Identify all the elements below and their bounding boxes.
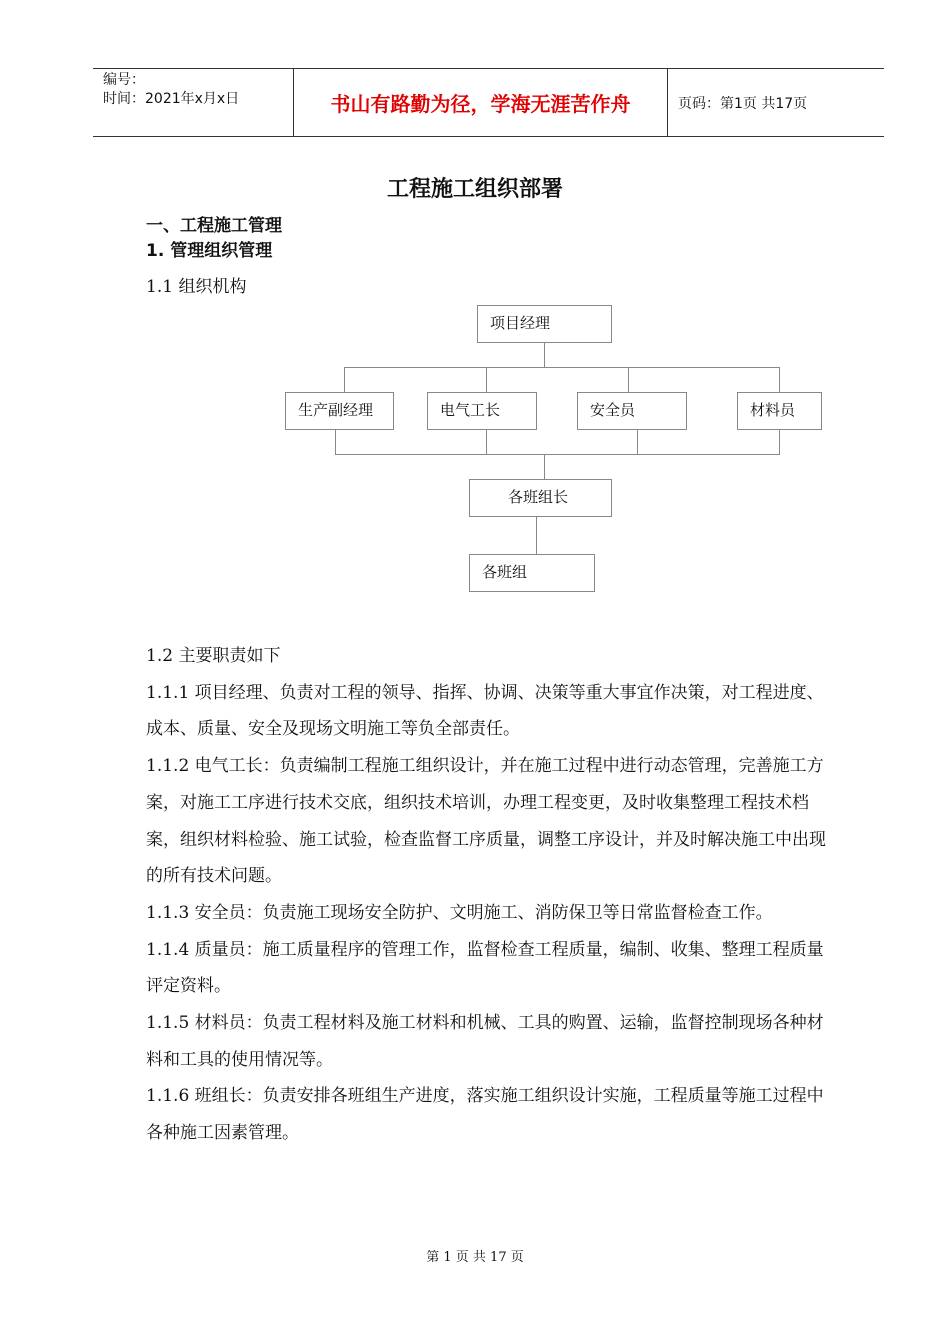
duty-paragraph: 1.1.3 安全员：负责施工现场安全防护、文明施工、消防保卫等日常监督检查工作。 <box>146 902 773 923</box>
org-box-safety-officer: 安全员 <box>577 392 687 430</box>
org-box-project-manager: 项目经理 <box>477 305 612 343</box>
header-page-number: 页码：第1页 共17页 <box>678 95 808 112</box>
subsection-heading: 1. 管理组织管理 <box>146 241 273 261</box>
connector-line <box>335 454 780 455</box>
document-title: 工程施工组织部署 <box>386 177 563 202</box>
connector-line <box>344 367 780 368</box>
document-body <box>146 638 836 1152</box>
connector-line <box>344 367 345 392</box>
header-meta <box>93 69 294 136</box>
page-footer: 第 1 页 共 17 页 <box>426 1250 524 1265</box>
duties-heading: 1.2 主要职责如下 <box>146 646 281 666</box>
subsubsection-heading: 1.1 组织机构 <box>146 277 247 297</box>
document-number-label: 编号： <box>103 72 145 88</box>
connector-line <box>628 367 629 392</box>
org-box-materials-officer: 材料员 <box>737 392 822 430</box>
connector-line <box>536 517 537 554</box>
section-heading: 一、工程施工管理 <box>146 216 282 236</box>
document-header <box>93 68 884 137</box>
connector-line <box>779 430 780 454</box>
connector-line <box>335 430 336 454</box>
connector-line <box>544 342 545 368</box>
connector-line <box>637 430 638 454</box>
duty-paragraph: 1.1.6 班组长：负责安排各班组生产进度，落实施工组织设计实施，工程质量等施工过程中各种施工因素管理。 <box>146 1086 824 1144</box>
document-time-label: 时间：2021年x月x日 <box>103 91 240 107</box>
duty-paragraph: 1.1.1 项目经理、负责对工程的领导、指挥、协调、决策等重大事宜作决策，对工程进度、成本、质量、安全及现场文明施工等负全部责任。 <box>146 682 824 740</box>
org-box-team-leaders: 各班组长 <box>469 479 612 517</box>
duty-paragraph: 1.1.2 电气工长：负责编制工程施工组织设计，并在施工过程中进行动态管理，完善施工方案，对施工工序进行技术交底，组织技术培训，办理工程变更，及时收集整理工程技术档案，组织材料检验、施工试验，检查监督工序质量，调整工序设计，并及时解决施工中出现的所有技术问题。 <box>146 756 826 887</box>
org-box-teams: 各班组 <box>469 554 595 592</box>
duty-paragraph: 1.1.4 质量员：施工质量程序的管理工作，监督检查工程质量，编制、收集、整理工程质量评定资料。 <box>146 939 824 997</box>
connector-line <box>486 367 487 392</box>
connector-line <box>544 454 545 479</box>
org-box-electrical-foreman: 电气工长 <box>427 392 537 430</box>
connector-line <box>486 430 487 454</box>
connector-line <box>779 367 780 392</box>
header-motto: 书山有路勤为径，学海无涯苦作舟 <box>294 69 668 136</box>
org-box-production-deputy: 生产副经理 <box>285 392 394 430</box>
duty-paragraph: 1.1.5 材料员：负责工程材料及施工材料和机械、工具的购置、运输，监督控制现场各种材料和工具的使用情况等。 <box>146 1013 824 1070</box>
